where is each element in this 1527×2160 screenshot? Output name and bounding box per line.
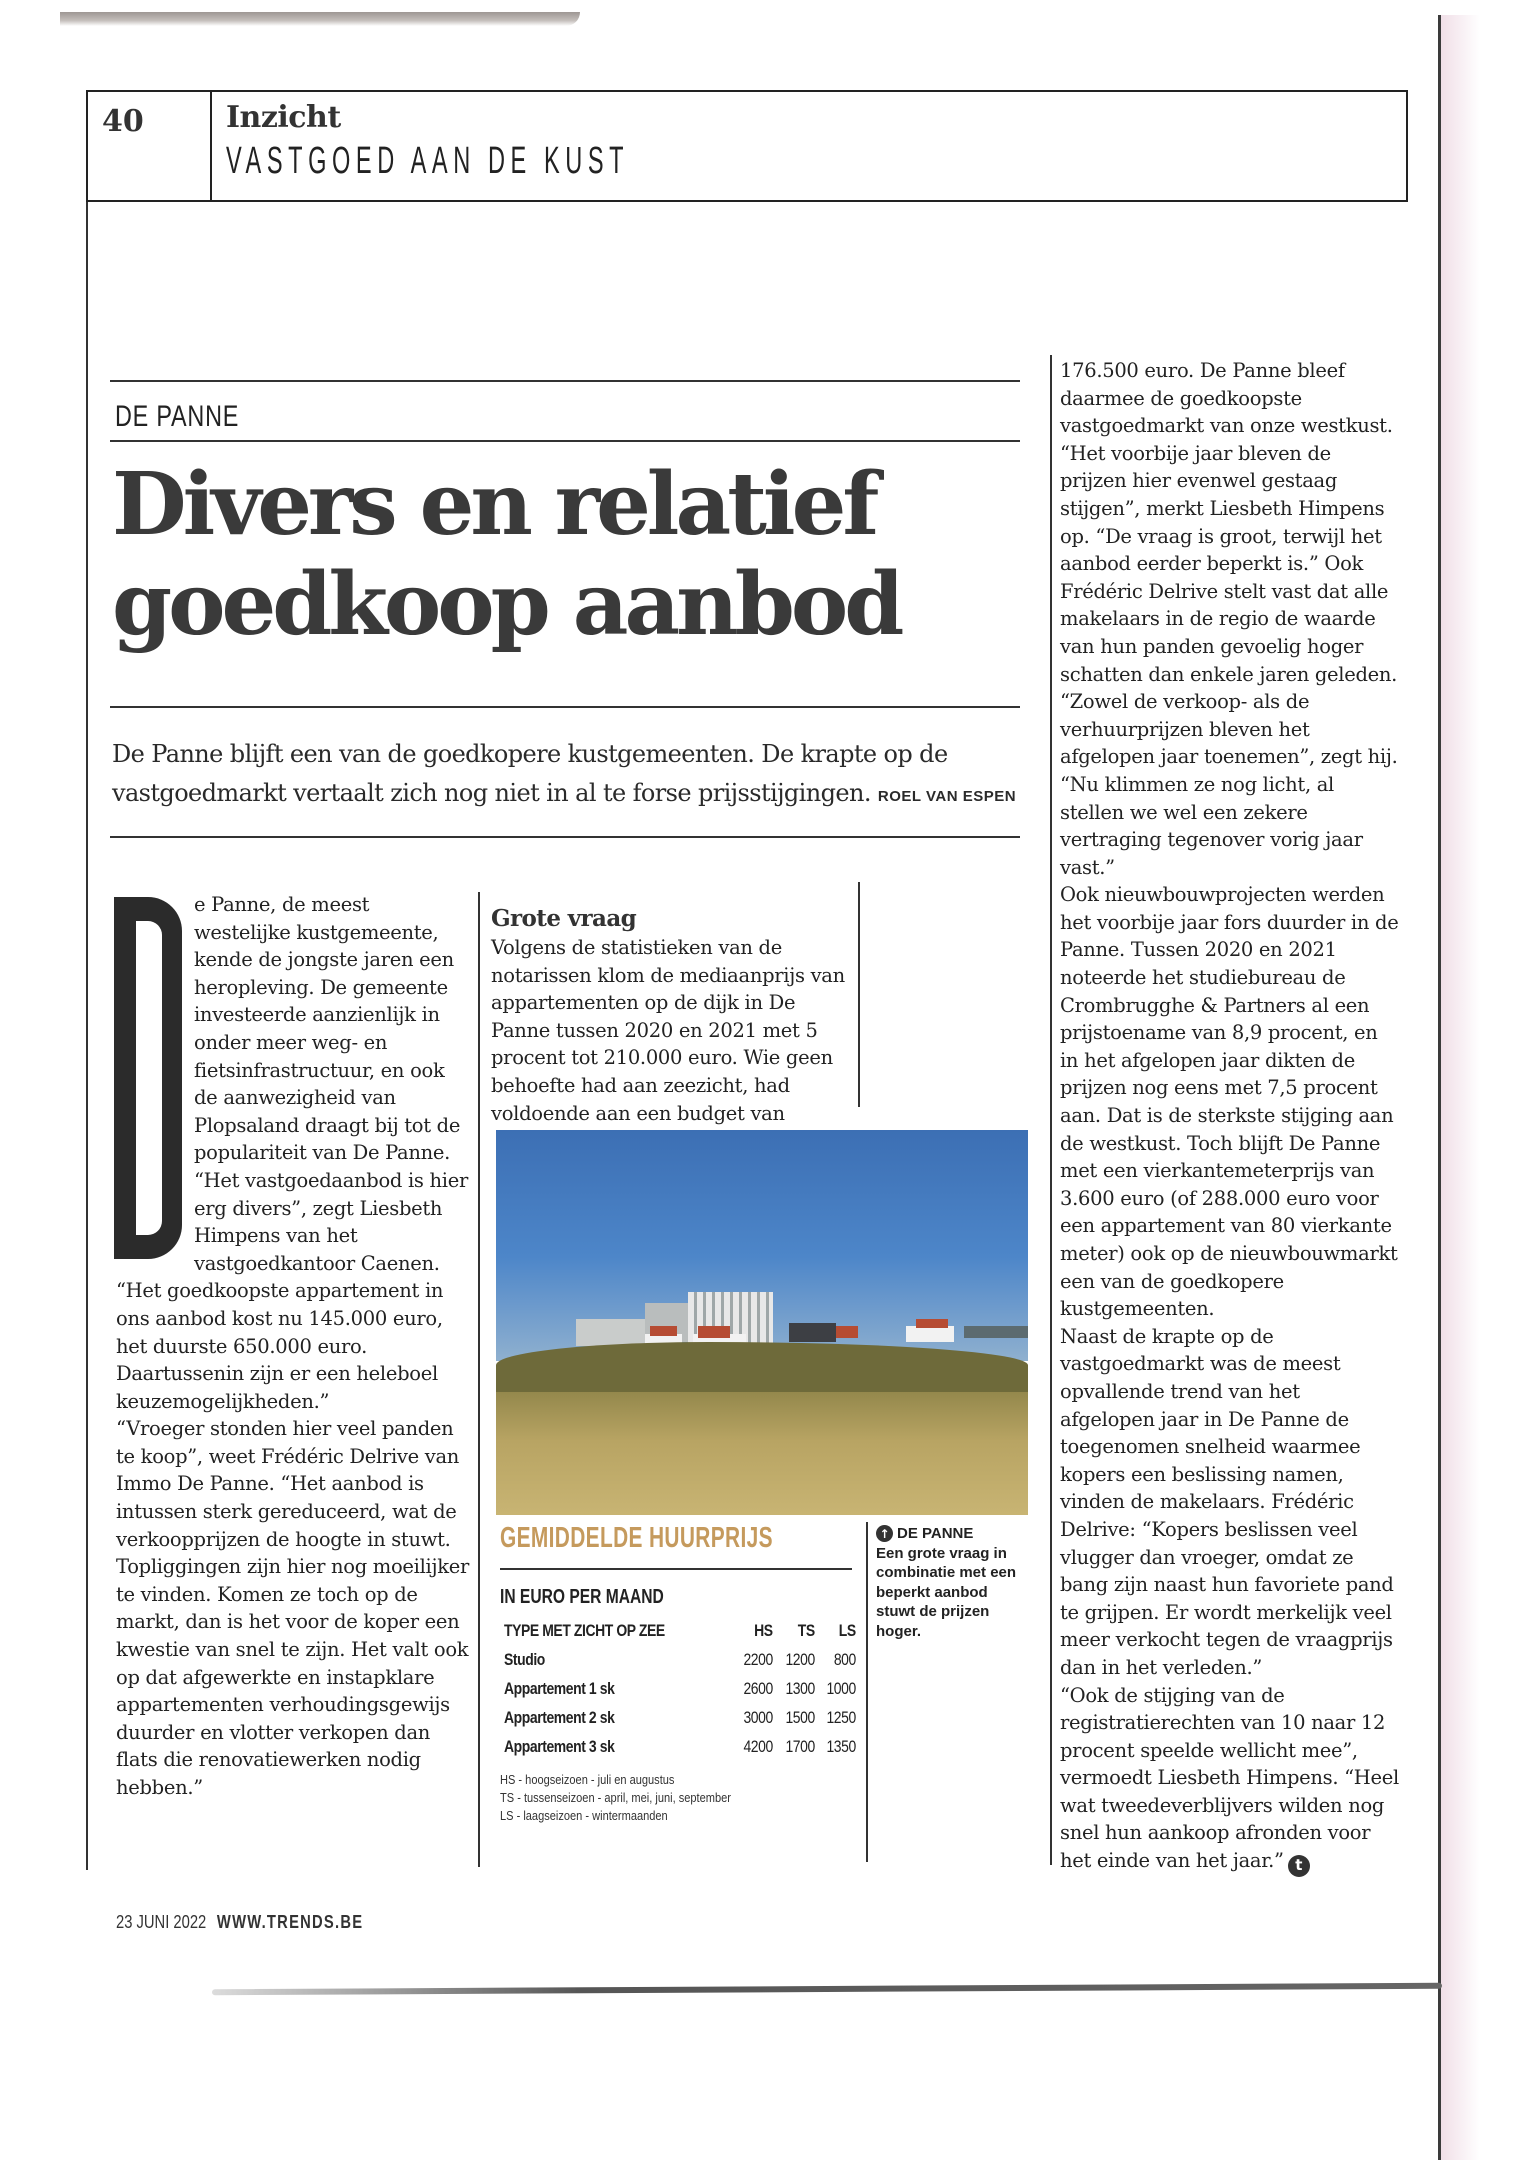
- cell-hs: 4200: [743, 1736, 773, 1756]
- page-edge-right: [1438, 15, 1441, 2160]
- table-row: [504, 1703, 856, 1732]
- rent-table: [504, 1616, 856, 1761]
- section-label: Inzicht: [226, 100, 341, 135]
- table-legend: [500, 1771, 870, 1825]
- section-subtitle: VASTGOED AAN DE KUST: [226, 140, 630, 182]
- table-title-rule: [500, 1568, 852, 1570]
- header-divider: [210, 92, 212, 200]
- column-divider-1: [478, 892, 480, 1867]
- subheading: Grote vraag: [491, 905, 637, 932]
- cell-type: Appartement 2 sk: [504, 1707, 615, 1727]
- headline-rule: [110, 706, 1020, 708]
- cell-ls: 1000: [826, 1678, 856, 1698]
- cell-hs: 2600: [743, 1678, 773, 1698]
- trends-end-mark-icon: t: [1288, 1855, 1310, 1877]
- legend-item: LS - laagseizoen - wintermaanden: [500, 1808, 668, 1823]
- cell-ls: 1350: [826, 1736, 856, 1756]
- kicker-rule-bottom: [110, 440, 1020, 442]
- caption-title: DE PANNE: [897, 1525, 974, 1542]
- page-number: 40: [102, 104, 144, 139]
- column-divider-3: [1050, 355, 1052, 1865]
- cell-ts: 1700: [785, 1736, 815, 1756]
- issue-date: 23 JUNI 2022: [116, 1912, 207, 1932]
- byline: ROEL VAN ESPEN: [877, 788, 1017, 805]
- final-paragraph-text: “Ook de stijging van de registratierechten van 10 naar 12 procent speelde wellicht mee”, vermoedt Liesbeth Himpens. “Heel wat tweedeverblijvers wilden nog snel hun aankoop afronden voor het einde van het jaar.”: [1060, 1683, 1399, 1873]
- article-headline: Divers en relatief goedkoop aanbod: [112, 454, 901, 655]
- article-frame-left: [86, 202, 88, 1870]
- cell-ts: 1500: [785, 1707, 815, 1727]
- paragraph: “Het voorbije jaar bleven de prijzen hier evenwel gestaag stijgen”, merkt Liesbeth Himpens op. “De vraag is groot, terwijl het aanbod eerder beperkt is.” Ook Frédéric Delrive stelt vast dat alle makelaars in de regio de waarde van hun panden gevoelig hoger schatten dan enkele jaren geleden. “Zowel de verkoop- als de verhuurprijzen bleven het afgelopen jaar toenemen”, zegt hij. “Nu klimmen ze nog licht, al stellen we wel een zekere vertraging tegenover vorig jaar vast.”: [1060, 441, 1398, 879]
- cell-type: Appartement 3 sk: [504, 1736, 615, 1756]
- intro-rule: [110, 836, 1020, 838]
- cell-hs: 3000: [743, 1707, 773, 1727]
- caption-text: Een grote vraag in combinatie met een beperkt aanbod stuwt de prijzen hoger.: [876, 1544, 1017, 1640]
- table-title: GEMIDDELDE HUURPRIJS: [500, 1522, 773, 1554]
- article-column-3: [1060, 357, 1400, 1877]
- cell-ls: 800: [833, 1649, 856, 1669]
- cell-ts: 1300: [785, 1678, 815, 1698]
- column-header-type: TYPE MET ZICHT OP ZEE: [504, 1620, 665, 1640]
- column-header-ts: TS: [797, 1620, 815, 1640]
- scan-shadow-bottom: [212, 1983, 1442, 1995]
- page-footer: [116, 1912, 363, 1933]
- cell-type: Studio: [504, 1649, 545, 1669]
- cell-ts: 1200: [785, 1649, 815, 1669]
- legend-item: HS - hoogseizoen - juli en augustus: [500, 1772, 675, 1787]
- paragraph: Naast de krapte op de vastgoedmarkt was de meest opvallende trend van het afgelopen jaar in De Panne de toegenomen snelheid waarmee kopers een beslissing namen, vinden de makelaars. Frédéric Delrive: “Kopers beslissen veel vlugger dan vroeger, omdat ze bang zijn naast hun favoriete pand te grijpen. Er wordt merkelijk veel meer verkocht tegen de vraagprijs dan in het verleden.”: [1060, 1324, 1394, 1679]
- cell-type: Appartement 1 sk: [504, 1678, 615, 1698]
- article-column-1: [116, 891, 471, 1802]
- column-header-hs: HS: [754, 1620, 773, 1640]
- intro-text: De Panne blijft een van de goedkopere kustgemeenten. De krapte op de vastgoedmarkt vertaalt zich nog niet in al te forse prijsstijgingen.: [112, 740, 948, 807]
- scan-shadow-right: [1440, 15, 1480, 2160]
- paragraph: e Panne, de meest westelijke kustgemeente, kende de jongste jaren een heropleving. De gemeente investeerde aanzienlijk in onder meer weg- en fietsinfrastructuur, en ook de aanwezigheid van Plopsaland draagt bij tot de populariteit van De Panne. “Het vastgoedaanbod is hier erg divers”, zegt Liesbeth Himpens van het vastgoedkantoor Caenen. “Het goedkoopste appartement in ons aanbod kost nu 145.000 euro, het duurste 650.000 euro. Daartussenin zijn er een heleboel keuzemogelijkheden.”: [116, 893, 468, 1413]
- photo-de-panne-dunes: [496, 1130, 1028, 1515]
- column-divider-2: [858, 882, 860, 1107]
- scan-shadow-top: [60, 12, 580, 26]
- article-kicker: DE PANNE: [115, 400, 240, 433]
- table-row: [504, 1674, 856, 1703]
- paragraph: Ook nieuwbouwprojecten werden het voorbije jaar fors duurder in de Panne. Tussen 2020 en 2021 noteerde het studiebureau de Crombrugghe & Partners al een prijstoename van 8,9 procent, en in het afgelopen jaar dikten de prijzen nog eens met 7,5 procent aan. Dat is de sterkste stijging aan de westkust. Toch blijft De Panne met een vierkantemeterprijs van 3.600 euro (of 288.000 euro voor een appartement van 80 vierkante meter) ook op de nieuwbouwmarkt een van de goedkopere kustgemeenten.: [1060, 883, 1399, 1321]
- page-header: [86, 90, 1408, 202]
- article-column-2: [491, 905, 857, 1127]
- website-link[interactable]: WWW.TRENDS.BE: [216, 1912, 364, 1932]
- rent-price-table: [500, 1522, 870, 1825]
- article-intro: [112, 735, 1032, 816]
- paragraph: “Vroeger stonden hier veel panden te koop”, weet Frédéric Delrive van Immo De Panne. “Het aanbod is intussen sterk gereduceerd, wat de verkoopprijzen de hoogte in stuwt. Topliggingen zijn hier nog moeilijker te vinden. Komen ze toch op de markt, dan is het voor de koper een kwestie van snel te zijn. Het valt ook op dat afgewerkte en instapklare appartementen verhoudingsgewijs duurder en vlotter verkopen dan flats die renovatiewerken nodig hebben.”: [116, 1417, 469, 1799]
- table-subtitle: IN EURO PER MAAND: [500, 1586, 664, 1608]
- up-arrow-icon: ↑: [876, 1525, 893, 1542]
- table-row: [504, 1645, 856, 1674]
- drop-cap-d: [114, 897, 180, 1267]
- paragraph: 176.500 euro. De Panne bleef daarmee de goedkoopste vastgoedmarkt van onze westkust.: [1060, 359, 1393, 438]
- photo-caption: [876, 1524, 1026, 1641]
- legend-item: TS - tussenseizoen - april, mei, juni, september: [500, 1790, 731, 1805]
- cell-ls: 1250: [826, 1707, 856, 1727]
- column-header-ls: LS: [838, 1620, 856, 1640]
- table-header-row: [504, 1616, 856, 1645]
- caption-divider: [866, 1522, 868, 1862]
- kicker-rule-top: [110, 380, 1020, 382]
- paragraph: Volgens de statistieken van de notarissen klom de mediaanprijs van appartementen op de dijk in De Panne tussen 2020 en 2021 met 5 procent tot 210.000 euro. Wie geen behoefte had aan zeezicht, had voldoende aan een budget van: [491, 936, 845, 1125]
- table-row: [504, 1732, 856, 1761]
- cell-hs: 2200: [743, 1649, 773, 1669]
- paragraph: [1060, 1682, 1400, 1877]
